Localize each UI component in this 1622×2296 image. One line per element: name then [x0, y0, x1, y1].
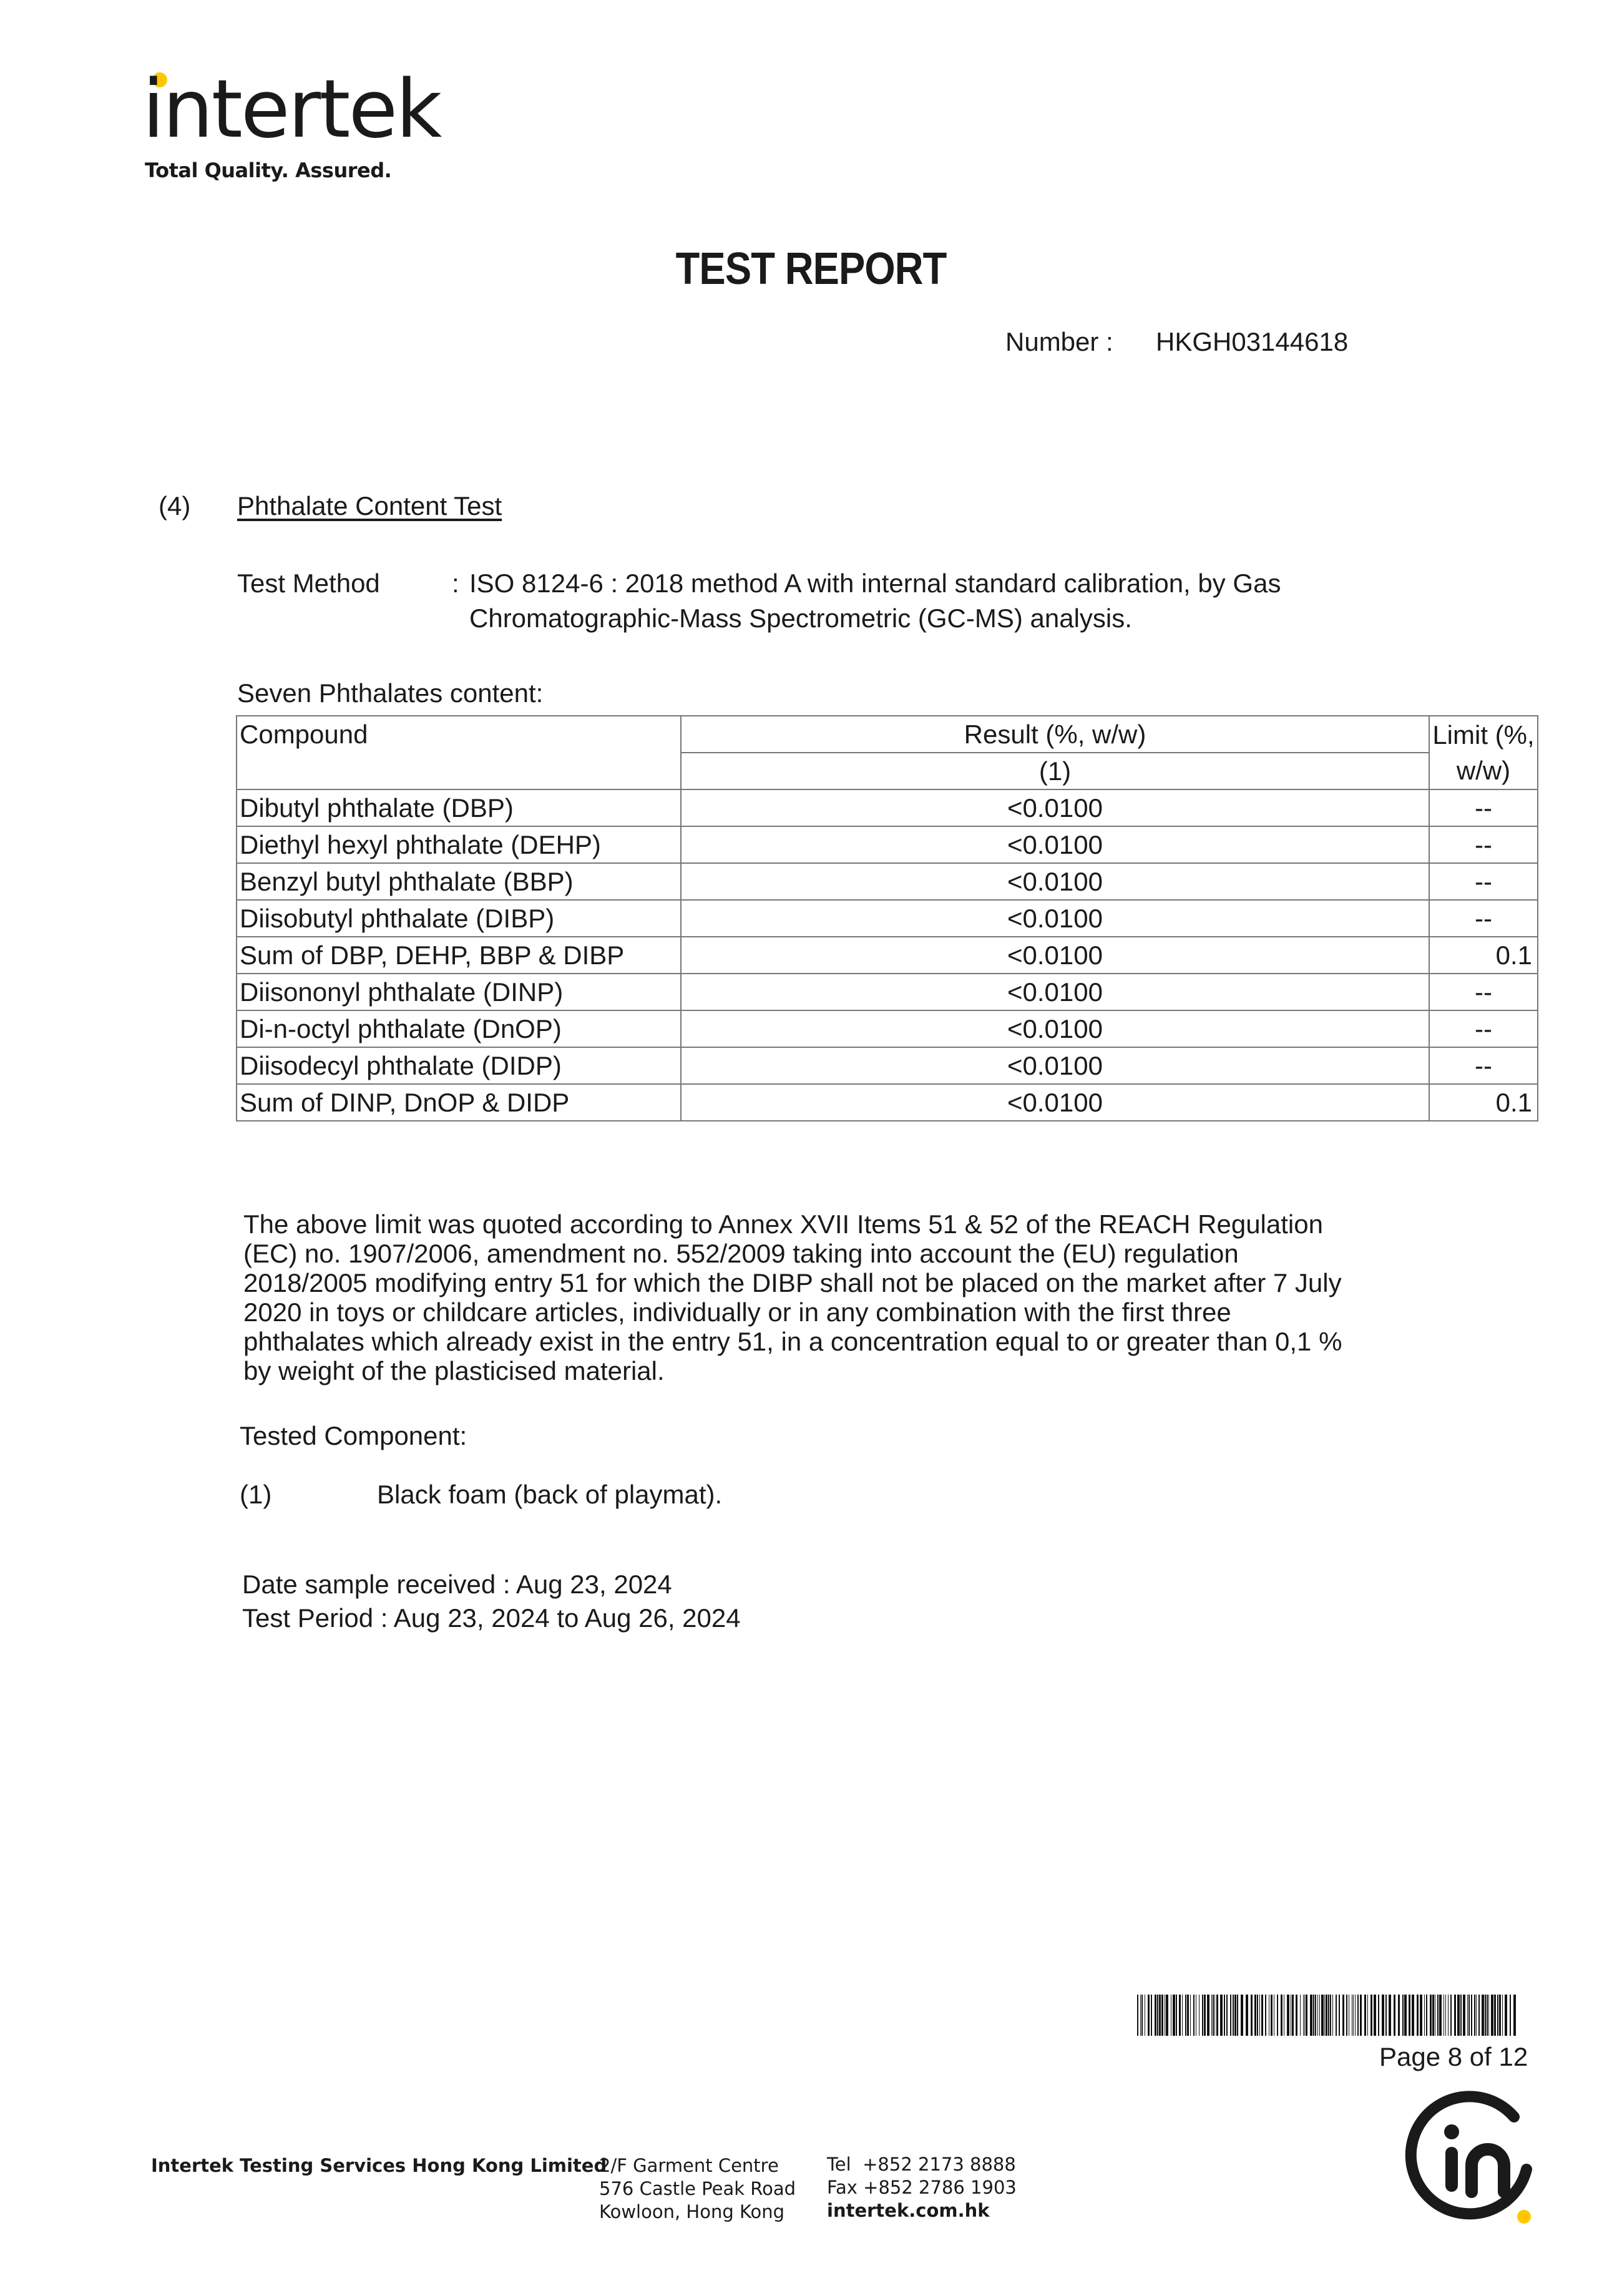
- cell-limit: --: [1429, 974, 1538, 1010]
- footer-website: intertek.com.hk: [827, 2200, 990, 2221]
- footer-fax: Fax +852 2786 1903: [827, 2177, 1017, 2198]
- barcode-image: [1137, 1995, 1518, 2036]
- badge-dot-icon: [1517, 2210, 1531, 2224]
- cell-limit: --: [1429, 1010, 1538, 1047]
- note-line: by weight of the plasticised material.: [243, 1356, 665, 1385]
- component-description: Black foam (back of playmat).: [377, 1480, 723, 1509]
- cell-compound: Dibutyl phthalate (DBP): [237, 789, 681, 826]
- table-row: [237, 974, 1538, 1010]
- cell-limit: --: [1429, 863, 1538, 900]
- cell-limit: --: [1429, 826, 1538, 863]
- section-title: Phthalate Content Test: [237, 491, 502, 520]
- footer-address-line: 2/F Garment Centre: [599, 2155, 779, 2176]
- report-number-value: HKGH03144618: [1156, 327, 1349, 356]
- component-number: (1): [240, 1480, 272, 1509]
- section-number: (4): [159, 491, 191, 520]
- header-limit-line-2: w/w): [1456, 756, 1511, 785]
- report-title: TEST REPORT: [675, 244, 947, 294]
- cell-result: <0.0100: [681, 1084, 1429, 1121]
- cell-limit: --: [1429, 900, 1538, 937]
- cell-compound: Diisononyl phthalate (DINP): [237, 974, 681, 1010]
- cell-compound: Sum of DINP, DnOP & DIDP: [237, 1084, 681, 1121]
- header-limit: [1429, 716, 1538, 789]
- note-line: (EC) no. 1907/2006, amendment no. 552/2009 taking into account the (EU) regulation: [243, 1239, 1239, 1268]
- report-number-label: Number :: [1005, 327, 1113, 356]
- table-row: [237, 826, 1538, 863]
- tested-component-label: Tested Component:: [240, 1421, 467, 1450]
- cell-limit: --: [1429, 789, 1538, 826]
- cell-result: <0.0100: [681, 1047, 1429, 1084]
- test-method-colon: :: [452, 569, 459, 598]
- table-row: [237, 937, 1538, 974]
- header-result: Result (%, w/w): [681, 716, 1429, 753]
- table-row: [237, 1010, 1538, 1047]
- cell-compound: Sum of DBP, DEHP, BBP & DIBP: [237, 937, 681, 974]
- table-row: [237, 900, 1538, 937]
- regulation-note: [243, 1209, 1429, 1385]
- logo-tagline: Total Quality. Assured.: [145, 159, 392, 182]
- footer-address-line: Kowloon, Hong Kong: [599, 2201, 785, 2222]
- date-sample-received: Date sample received : Aug 23, 2024: [242, 1570, 672, 1599]
- cell-compound: Di-n-octyl phthalate (DnOP): [237, 1010, 681, 1047]
- cell-compound: Benzyl butyl phthalate (BBP): [237, 863, 681, 900]
- footer-address: [599, 2154, 796, 2224]
- table-row: [237, 1084, 1538, 1121]
- cell-result: <0.0100: [681, 900, 1429, 937]
- note-line: 2018/2005 modifying entry 51 for which the DIBP shall not be placed on the market after 7 July: [243, 1268, 1342, 1297]
- cell-compound: Diisodecyl phthalate (DIDP): [237, 1047, 681, 1084]
- test-method-label: Test Method: [237, 569, 380, 598]
- phthalate-results-table: [236, 715, 1538, 1121]
- header-result-sub: (1): [681, 753, 1429, 789]
- cell-result: <0.0100: [681, 974, 1429, 1010]
- note-line: The above limit was quoted according to Annex XVII Items 51 & 52 of the REACH Regulation: [243, 1209, 1323, 1239]
- header-compound: Compound: [237, 716, 681, 789]
- table-row: [237, 789, 1538, 826]
- cell-result: <0.0100: [681, 789, 1429, 826]
- cell-compound: Diisobutyl phthalate (DIBP): [237, 900, 681, 937]
- test-method-text-line-1: ISO 8124-6 : 2018 method A with internal standard calibration, by Gas: [469, 569, 1281, 598]
- footer-tel: Tel +852 2173 8888: [827, 2154, 1016, 2175]
- footer-contact: [827, 2153, 1017, 2222]
- test-period: Test Period : Aug 23, 2024 to Aug 26, 2024: [242, 1603, 741, 1633]
- note-line: 2020 in toys or childcare articles, individually or in any combination with the first three: [243, 1297, 1231, 1327]
- cell-limit: 0.1: [1429, 1084, 1538, 1121]
- cell-result: <0.0100: [681, 937, 1429, 974]
- intertek-in-badge-icon: [1398, 2082, 1548, 2232]
- table-row: [237, 1047, 1538, 1084]
- table-row: [237, 863, 1538, 900]
- table-header-row: [237, 716, 1538, 753]
- page-number: Page 8 of 12: [1379, 2042, 1528, 2071]
- cell-compound: Diethyl hexyl phthalate (DEHP): [237, 826, 681, 863]
- footer-company: Intertek Testing Services Hong Kong Limited: [151, 2155, 607, 2176]
- header-limit-line-1: Limit (%,: [1432, 720, 1535, 750]
- footer-address-line: 576 Castle Peak Road: [599, 2178, 796, 2199]
- cell-limit: 0.1: [1429, 937, 1538, 974]
- table-caption: Seven Phthalates content:: [237, 678, 544, 708]
- cell-result: <0.0100: [681, 863, 1429, 900]
- cell-result: <0.0100: [681, 1010, 1429, 1047]
- note-line: phthalates which already exist in the entry 51, in a concentration equal to or greater than 0,1 %: [243, 1327, 1342, 1356]
- cell-limit: --: [1429, 1047, 1538, 1084]
- cell-result: <0.0100: [681, 826, 1429, 863]
- test-method-text-line-2: Chromatographic-Mass Spectrometric (GC-MS) analysis.: [469, 603, 1132, 633]
- logo-wordmark: intertek: [142, 63, 441, 156]
